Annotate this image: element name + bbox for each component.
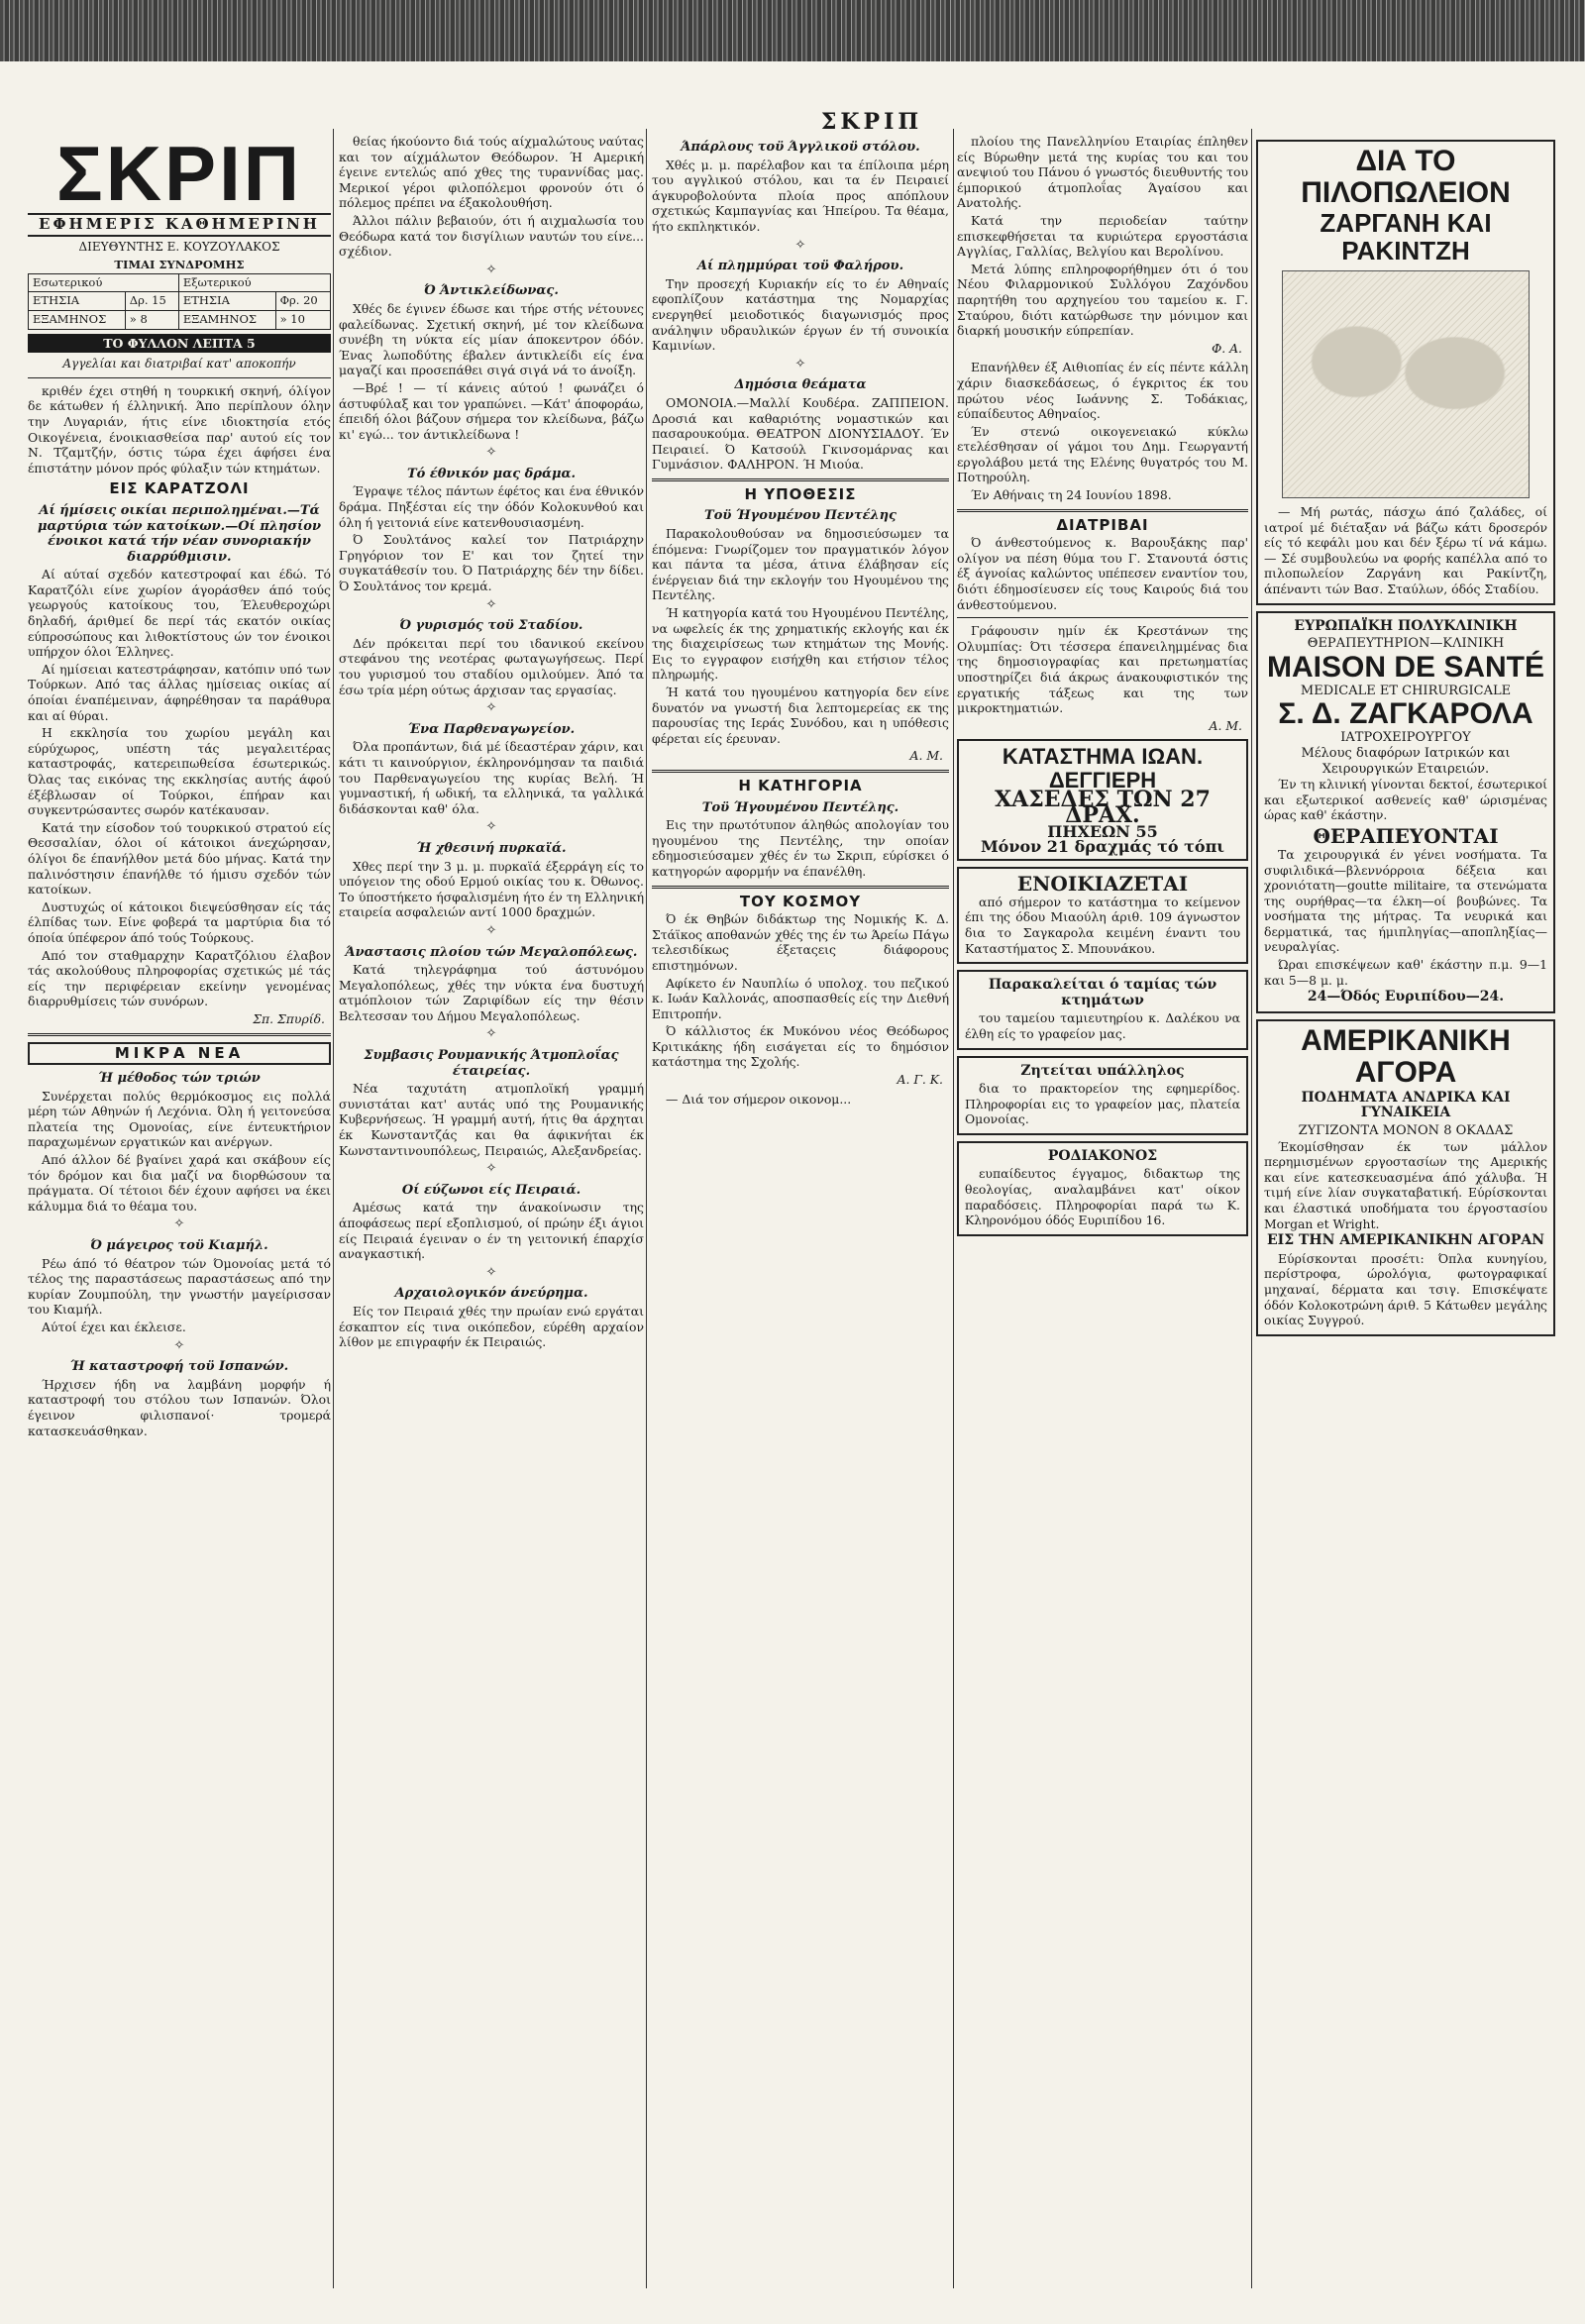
paragraph: Αμέσως κατά την άνακοίνωσιν της άποφάσεως περί εξοπλισμού, οί πρώην έξι άγιοι είς Πειραιά έγειναν ο έν τη γειτονική έπαρχίσ αναγκαστική. (339, 1200, 644, 1262)
paragraph: Αί αύταί σχεδόν κατεστροφαί και έδώ. Τό Καρατζόλι είνε χωρίον άγοράσθεν άπό τούς γεωργούς κατοίκους του, Έλευθεροχώρι δηλαδή, άριθμεί δε περί τάς εκατόν οικίας εύπροσώπους και λιθοκτίστους ών τον ένοικοι υπήρχον όλοι Έλληνες. (28, 567, 331, 660)
column-1 (28, 134, 331, 2283)
paragraph: — Διά τον σήμερον οικονομ... (666, 1091, 852, 1107)
paragraph: Νέα ταχυτάτη ατμοπλοϊκή γραμμή συνιστάται κατ' αυτάς υπό της Ρουμανικής Κυβερνήσεως. Ή γραμμή αυτή, ήτις θα άρχηται έκ Κωνσταντζάς και θα άφικνήται έκ Κωνσταντινουπόλεως, Πειραιώς, Αλεξανδρείας. (339, 1081, 644, 1158)
paragraph: Όλα προπάντων, διά μέ ίδεαστέραν χάριν, και κάτι τι καινούργιον, έκληρονόμησαν τα παιδιά του Παρθεναγωγείου της κυρίας Βελή. Ή γυμναστική, ή ωδική, τα ελληνικά, τα γαλλικά διδάσκονται καθ' όλα. (339, 739, 644, 816)
ad-subheading: ΘΕΡΑΠΕΥΤΗΡΙΟΝ—ΚΛΙΝΙΚΗ (1307, 636, 1505, 652)
paragraph: Ό Σουλτάνος καλεί τον Πατριάρχην Γρηγόριον τον Ε' και τον ζητεί την συγκατάθεσίν του. Ό Πατριάρχης δέν την δίδει. Ό Σουλτάνος τον κρεμά. (339, 532, 644, 594)
paragraph: Δέν πρόκειται περί του ιδανικού εκείνου στεφάνου της νεοτέρας φωταγωγήσεως. Περί του γυρισμού του σταδίου ομιλούμεν. Άπό τα έσω τρία μέρη ούτως άρχισαν τας εργασίας. (339, 635, 644, 697)
ad-footer-heading: ΕΙΣ ΤΗΝ ΑΜΕΡΙΚΑΝΙΚΗΝ ΑΓΟΡΑΝ (1266, 1232, 1545, 1249)
paragraph: Ό άνθεστούμενος κ. Βαρουξάκης παρ' ολίγον να πέση θύμα του Γ. Στανουτά όστις έξ άγνοίας καλώντος υπέπεσεν εναντίον του, διότι έδημοσίευσεν είς τους Καιρούς διά του άνθεστούμενου. (957, 535, 1248, 612)
prices-cell: » 8 (125, 310, 178, 329)
ad-text: — Μή ρωτάς, πάσχω άπό ζαλάδες, οί ιατροί μέ διέταξαν νά βάζω κάτι δροσερόν είς τό κεφάλι μου και δέν ξέρω τί νά κάμω. — Σέ συμβουλεύω να φορής καπέλλα από το πιλοπωλείον Ζαργάνη και Ρακίντζη, άπέναντι τών Βασ. Σταύλων, όδός Σταδίου. (1264, 504, 1547, 596)
subheading: Τοϋ Ήγουμένου Πεντέλης. (701, 799, 899, 815)
section-heading: ΕΙΣ ΚΑΡΑΤΖΟΛΙ (109, 479, 250, 498)
signature: Α. Μ. (1209, 717, 1242, 733)
ad-line: Μόνον 21 δραχμάς τό τόπι (980, 837, 1225, 857)
ad-text: Έκομίσθησαν έκ των μάλλον περημισμένων εργοστασίων της Αμερικής και είνε κατεσκευασμένα άπό χάλυβα. Ή τιμή είνε λίαν συγκαταβατική. Εύρίσκονται και έλαστικά υποδήματα του έργοστασίου Morgan et Wright. (1264, 1138, 1547, 1231)
ad-text: του ταμείου ταμιευτηρίου κ. Δαλέκου να έλθη είς το γραφείον μας. (965, 1010, 1240, 1041)
column-rule (1251, 129, 1252, 2288)
subheading: Ό Άντικλείδωνας. (424, 283, 559, 299)
paragraph: Ή κατά του ηγουμένου κατηγορία δεν είνε δυνατόν να γνωστή δια λεπτομερείας εκ της παρουσίας της Ιεράς Συνόδου, και η υπόθεσις φέρεται είς έρευναν. (652, 685, 949, 746)
ad-text: Έν τη κλινική γίνονται δεκτοί, έσωτερικοί και εξωτερικοί ασθενείς καθ' ώρισμένας ώρας καθ' έκάστην. (1264, 777, 1547, 823)
ad-title: ΑΜΕΡΙΚΑΝΙΚΗ ΑΓΟΡΑ (1301, 1023, 1511, 1089)
ad-treatments-heading: ΘΕΡΑΠΕΥΟΝΤΑΙ (1313, 823, 1499, 848)
subheading: Ή χθεσινή πυρκαϊά. (416, 840, 567, 856)
ad-heading: ΕΥΡΩΠΑΪΚΗ ΠΟΛΥΚΛΙΝΙΚΗ (1294, 617, 1518, 634)
ad-role: ΙΑΤΡΟΧΕΙΡΟΥΡΓΟΥ (1340, 730, 1471, 746)
section-heading: ΔΙΑΤΡΙΒΑΙ (1056, 515, 1149, 534)
paragraph: Συνέρχεται πολύς θερμόκοσμος εις πολλά μέρη τών Αθηνών ή Λεχόνια. Όλη ή γειτονεύσα πλατεία της Ομονοίας, είνε έντευκτήριον παραχωμένων εργατικών και ανέργων. (28, 1088, 331, 1150)
ad-text: Τα χειρουργικά έν γένει νοσήματα. Τα συφιλιδικά—βλεννόρροια δέξεια και χρονιότατη—goutte militaire, τα στενώματα της ουρήθρας—τα έλκη—οί βουβώνες. Τα νοσήματα της μήτρας. Τα νευρικά και δερματικά, τας ήμιπληγίας—αποπληξίας—νευραλγίας. (1264, 846, 1547, 955)
paragraph: Ρέω άπό τό θέατρον τών Όμονοίας μετά τό τέλος της παραστάσεως παραστάσεως από την κυρίαν Ζουμπούλη, την γνωστήν μαγείρισσαν του Κιαμήλ. (28, 1255, 331, 1318)
ad-title: ΡΟΔΙΑΚΟΝΟΣ (1047, 1147, 1158, 1164)
ad-title: MAISON DE SANTÉ (1266, 650, 1545, 684)
subheading: Τοϋ Ήγουμένου Πεντέλης (704, 508, 897, 524)
star-separator-icon: ✧ (173, 1216, 185, 1232)
paragraph: Ήρχισεν ήδη να λαμβάνη μορφήν ή καταστροφή του στόλου των Ισπανών. Όλοι έγεινον φιλισπανοί· τρομερά κατασκευάσθηκαν. (28, 1376, 331, 1438)
column-rule (953, 129, 954, 2288)
star-separator-icon: ✧ (485, 262, 497, 277)
prices-foreign-header: Εξωτερικού (178, 273, 330, 292)
ad-price-note: ΖΥΓΙΖΟΝΤΑ ΜΟΝΟΝ 8 ΟΚΑΔΑΣ (1298, 1123, 1514, 1139)
signature: Φ. Α. (1212, 340, 1242, 356)
paragraph: Δυστυχώς οί κάτοικοι διεψεύσθησαν είς τάς έλπίδας των. Είνε φοβερά τα μαρτύρια δια τό όποία ύπέφερον άπό τούς Τούρκους. (28, 898, 331, 945)
paragraph: Η εκκλησία του χωρίου μεγάλη και εύρύχωρος, υπέστη τάς μεγαλειτέρας καταστροφάς, κατερειπωθείσα έσωτερικώς. Όλας τας εικόνας της εκκλησίας αυτής άφού έξέβλωσαν οί Τούρκοι, έπήραν και συγκεντρώσαντες σωρόν κατέκαυσαν. (28, 725, 331, 818)
paragraph: ΟΜΟΝΟΙΑ.—Μαλλί Κουδέρα. ΖΑΠΠΕΙΟΝ. Δροσιά και καθαριότης νομαστικών και πασαρουκούμα. ΘΕΑΤΡΟΝ ΔΙΟΝΥΣΙΑΔΟΥ. Έν Πειραιεί. Ό Κατσούλ Γκινσομάρνας και Γυμνάσιον. ΦΑΛΗΡΟΝ. Ή Μιούα. (652, 394, 949, 473)
column-2 (339, 134, 644, 2283)
star-separator-icon: ✧ (485, 700, 497, 716)
subheading: Οί εύζωνοι είς Πειραιά. (401, 1182, 581, 1198)
masthead-title: ΣΚΡΙΠ (55, 134, 303, 217)
paragraph: Αφίκετο έν Ναυπλίω ό υπολοχ. του πεζικού κ. Ιωάν Καλλονάς, αποσπασθείς είς την Διεθνή Επιτροπήν. (652, 975, 949, 1021)
signature: Α. Γ. Κ. (897, 1072, 943, 1088)
ad-title: Παρακαλείται ό ταμίας τών κτημάτων (988, 977, 1217, 1008)
ad-text: Εύρίσκονται προσέτι: Όπλα κυνηγίου, περίστροφα, ώρολόγια, φωτογραφικαί μηχαναί, δέρματα και τσιγ. Επισκέψατε όδόν Κολοκοτρώνη άριθ. 5 Κάτωθεν μεγάλης οικίας Συγγρού. (1264, 1250, 1547, 1328)
subheading: Ό γυρισμός τοϋ Σταδίου. (399, 618, 583, 634)
star-separator-icon: ✧ (485, 1161, 497, 1177)
ad-price-line: ΧΑΣΕΔΕΣ ΤΩΝ 27 ΔΡΑΧ. (995, 787, 1211, 828)
star-separator-icon: ✧ (485, 445, 497, 461)
paragraph: Κατά την είσοδον τού τουρκικού στρατού είς Θεσσαλίαν, όλοι οί κάτοικοι άνεχώρησαν, όλίγοι δε έπανήλθον μετά δύο μήνας. Κατά την παλινόστησιν έπανήλθε τό ήμισυ σχεδόν τών κατοίκων. (28, 819, 331, 898)
paragraph: Έγραψε τέλος πάντων έφέτος και ένα έθνικόν δράμα. Πηξέσται είς την όδόν Κολοκυνθού και όλη ή γειτονιά είνε κατενθουσιασμένη. (339, 483, 644, 530)
paragraph: Εις την πρωτότυπον άληθώς απολογίαν του ηγουμένου της Πεντέλης, την οποίαν εδημοσιεύσαμεν χθές έν τω Σκριπ, εύρίσκει ό κατηγορών αφορμήν να έπανέλθη. (652, 817, 949, 879)
prices-domestic-header: Εσωτερικού (29, 273, 179, 292)
star-separator-icon: ✧ (485, 1264, 497, 1280)
star-separator-icon: ✧ (173, 1337, 185, 1353)
paragraph: Έν Αθήναις τη 24 Ιουνίου 1898. (971, 487, 1172, 503)
hat-shop-illustration (1282, 270, 1530, 498)
paragraph: Χθές μ. μ. παρέλαβον και τα έπίλοιπα μέρη του αγγλικού στόλου, και τα έν Πειραιεί άγκυροβολούντα πλοία προς απόπλουν σχετικώς Καμπαγνίας και Ήπείρου. Τα θέαμα, ήτο εκπληκτικόν. (652, 157, 949, 234)
paragraph: Παρακολουθούσαν να δημοσιεύσωμεν τα έπόμενα: Γνωρίζομεν τον πραγματικόν λόγον και πάντα τα μέσα, άτινα έλάβησαν είς ένέργειαν διά την εκλογήν του Ηγουμένου της Πεντέλης. (652, 526, 949, 603)
subheading: Ή μέθοδος τών τριών (98, 1071, 261, 1087)
subheading: Συμβασις Ρουμανικής Άτμοπλοΐας έταιρείας. (364, 1048, 619, 1079)
advertisement-rent (957, 867, 1248, 964)
section-heading-mikra-nea: ΜΙΚΡΑ ΝΕΑ (28, 1042, 331, 1066)
ad-text: δια το πρακτορείον της εφημερίδος. Πληροφορίαι εις το γραφείον μας, πλατεία Ομονοίας. (965, 1081, 1240, 1127)
advertisement-deacon (957, 1141, 1248, 1236)
star-separator-icon: ✧ (485, 1026, 497, 1042)
running-head: ΣΚΡΙΠ (820, 109, 923, 135)
paragraph: Χθες περί την 3 μ. μ. πυρκαϊά έξερράγη είς το υπόγειον της οδού Ερμού οικίας του κ. Όθωνος. Το ύποστήκετο ήσφαλισμένη ήτο έν τη Ελληνική εταιρεία ασφαλειών αντί 1000 δραχμών. (339, 858, 644, 920)
column-3 (652, 134, 949, 2283)
ad-title: Ζητείται υπάλληλος (1020, 1062, 1185, 1079)
signature: Σπ. Σπυρίδ. (253, 1010, 325, 1026)
column-5 (1256, 134, 1555, 2283)
ad-line: ΠΗΧΕΩΝ 55 (1047, 821, 1158, 841)
prices-cell: Δρ. 15 (125, 292, 178, 311)
paragraph: πλοίου της Πανελληνίου Εταιρίας έπληθεν είς Βύρωθην μετά της κυρίας του και του ανεψιού του Πάνου ό γνωστός διευθυντής του έμπορικού άτμοπλοΐας Άγαίσου και Ανατολής. (957, 134, 1248, 211)
subheading: Αί ήμίσεις οικίαι περιπολημέναι.—Τά μαρτύρια τών κατοίκων.—Οί πλησίον ένοικοι κατά τήν νέαν συνοριακήν διαρρύθμισιν. (38, 502, 321, 565)
paragraph: Από τον σταθμαρχην Καρατζόλιου έλαβον τάς ακολούθους πληροφορίας σχετικώς μέ τάς είς την περιφέρειαν εκείνην γενομένας διαρρυθμίσεις τών συνόρων. (28, 947, 331, 1009)
ad-text: από σήμερον το κατάστημα το κείμενον έπι της όδου Μιαούλη άριθ. 109 άγνωστον δια το Σαγκαρολα κειμένη έναντι του Καταστήματος Σ. Μπουνάκου. (965, 894, 1240, 956)
subheading: Αί πλημμύραι τοϋ Φαλήρου. (696, 259, 904, 274)
ad-meta: Μέλους διαφόρων Ιατρικών και Χειρουργικών Εταιρειών. (1301, 745, 1511, 777)
subheading: Άναστασις πλοίου τών Μεγαλοπόλεως. (345, 944, 638, 960)
subheading: Ό μάγειρος τοϋ Κιαμήλ. (90, 1238, 268, 1254)
masthead-director: ΔΙΕΥΘΥΝΤΗΣ Ε. ΚΟΥΖΟΥΛΑΚΟΣ (78, 239, 280, 254)
advertisement-dengieri (957, 739, 1248, 860)
ad-subheading: ΠΟΔΗΜΑΤΑ ΑΝΔΡΙΚΑ ΚΑΙ ΓΥΝΑΙΚΕΙΑ (1301, 1089, 1511, 1121)
paragraph: Κατά τηλεγράφημα τού άστυνόμου Μεγαλοπόλεως, χθές την νύκτα ένα δυστυχή ατμόπλοιον τών Ζαριφίδων είς την θέσιν Βελτεσσαν του Δήμου Μεγαλοπόλεως. (339, 962, 644, 1023)
paragraph: Κατά την περιοδείαν ταύτην επισκεφθήσεται τα κυριώτερα εργοστάσια Αγγλίας, Γαλλίας, Βελγίου και Βερολίνου. (957, 212, 1248, 260)
paragraph: Επανήλθεν έξ Αιθιοπίας έν είς πέντε κάλλη χάριν διασκεδάσεως, ό έγκριτος έκ του πρώτου νέος Ιωάννης Σ. Τοδάκιας, εύπαίδευτος Αθηναίος. (957, 360, 1248, 422)
paragraph: Την προσεχή Κυριακήν είς το έν Αθηναίς εφοπλίζουν κατάστημα της Νομαρχίας ενεργηθεί μειοδοτικός διαγωνισμός προς ανάληψιν υδραυλικών έργων έν τή συνοικία Καμινίων. (652, 275, 949, 354)
masthead-subtitle: ΕΦΗΜΕΡΙΣ ΚΑΘΗΜΕΡΙΝΗ (28, 213, 331, 237)
paragraph: Ό κάλλιστος έκ Μυκόνου νέος Θεόδωρος Κριτικάκης ήδη εισάγεται είς το δημόσιον κατάστημα της Σχολής. (652, 1023, 949, 1070)
paragraph: Άλλοι πάλιν βεβαιούν, ότι ή αιχμαλωσία του Θεόδωρα κατά τον δισγίλιων ναυτών του είνε... σχέδιον. (339, 212, 644, 260)
paragraph: Είς τον Πειραιά χθές την πρωίαν ενώ εργάται έσκαπτον είς τινα οικόπεδον, εύρέθη αρχαίον λίθον με επιγραφήν έκ Πειραιώς. (339, 1303, 644, 1350)
leaf-price-bar: ΤΟ ΦΥΛΛΟΝ ΛΕΠΤΑ 5 (28, 334, 331, 354)
scan-edge-bar (0, 0, 1585, 61)
section-heading: Η ΥΠΟΘΕΣΙΣ (744, 484, 857, 503)
paragraph: Αύτοί έχει και έκλεισε. (42, 1320, 186, 1334)
masthead-notices: Αγγελίαι και διατριβαί κατ' αποκοπήν (62, 357, 296, 371)
paragraph: Ή κατηγορία κατά του Ηγουμένου Πεντέλης, να ωφελείς έκ της χρηματικής εκλογής και έκ της διαχειρίσεως των κτημάτων της Μονής. Εις το εγγραφον εισήχθη και ετήσιον τέλος πληρωμής. (652, 605, 949, 683)
ad-doctor-name: Σ. Δ. ΖΑΓΚΑΡΟΛΑ (1278, 697, 1533, 731)
star-separator-icon: ✧ (794, 356, 806, 371)
column-rule (333, 129, 334, 2288)
section-heading: ΤΟΥ ΚΟΣΜΟΥ (739, 892, 862, 910)
ad-text: Ώραι επισκέψεων καθ' έκάστην π.μ. 9—1 και 5—8 μ. μ. (1264, 957, 1547, 988)
star-separator-icon: ✧ (485, 922, 497, 938)
prices-cell: Φρ. 20 (275, 292, 330, 311)
prices-row-label: ΕΞΑΜΗΝΟΣ (178, 310, 275, 329)
advertisement-american-market (1256, 1019, 1555, 1336)
advertisement-hat-shop (1256, 140, 1555, 605)
ad-subheading: MEDICALE ET CHIRURGICALE (1300, 683, 1512, 698)
paragraph: κριθέν έχει στηθή η τουρκική σκηνή, όλίγον δε κάτωθεν ή έλληνική. Άπο περίπλουν όλην την Λυγαριάν, ήτις είνε ιδιοκτησία ετός Οικογένεια, ένοικιασθείσα παρ' αυτού είς τον Ν. Τζαμτζήν, όστις τώρα έχει άφήσει ένα έπιστάτην μόνον πρός φύλαξιν τών κτημάτων. (28, 382, 331, 475)
ad-text: ευπαίδευτος έγγαμος, διδακτωρ της θεολογίας, αναλαμβάνει κατ' οίκον παραδόσεις. Πληροφορίαι παρά τω Κ. Κληρονόμου όδός Ευριπίδου 16. (965, 1166, 1240, 1228)
advertisement-notice (957, 970, 1248, 1049)
ad-title: ΔΙΑ ΤΟ ΠΙΛΟΠΩΛΕΙΟΝ (1301, 145, 1511, 209)
paragraph: Χθές δε έγινεν έδωσε και τήρε στής νέτουνες φαλείδωνας. Σχετική σκηνή, μέ τον κλείδωνα συνέβη τη νύκτα είς μίαν άποκεντρον όδόν. Ένας λωποδύτης έβαλεν άντικλείδι είς ένα μαγαζί και προσεπάθει σιγά σιγά νά το άνοίξη. (339, 300, 644, 378)
paragraph: Ό έκ Θηβών διδάκτωρ της Νομικής Κ. Δ. Στάϊκος αποθανών χθές της έν τω Άρείω Πάγω τελεσιδίκως έξεταςεις διάφορους επιστημόνων. (652, 911, 949, 973)
paragraph: —Βρέ ! — τί κάνεις αύτού ! φωνάζει ό άστυφύλαξ και τον γραπώνει. —Κάτ' άποφοράω, έπειδή όλοι βάζουν σήμερα τον κλείδωνα, βάζω κι' εγώ... τον άντικλείδωνα ! (339, 379, 644, 442)
subscription-prices-table (28, 273, 331, 330)
subheading: Άπάρλους τοϋ Άγγλικοϋ στόλου. (681, 140, 920, 155)
prices-row-label: ΕΤΗΣΙΑ (178, 292, 275, 311)
star-separator-icon: ✧ (485, 819, 497, 835)
ad-title: ΕΝΟΙΚΙΑΖΕΤΑΙ (1016, 871, 1189, 896)
subheading: Ένα Παρθεναγωγείον. (407, 721, 576, 737)
advertisement-polyclinic (1256, 611, 1555, 1013)
prices-row-label: ΕΞΑΜΗΝΟΣ (29, 310, 126, 329)
paragraph: Αί ημίσειαι κατεστράφησαν, κατόπιν υπό των Τούρκων. Από τας άλλας ημίσειας οικίας αί όποίαι έναπέμειναν, άφηρέθησαν τα παράθυρα και αί θύραι. (28, 661, 331, 723)
ad-title: ΖΑΡΓΑΝΗ ΚΑΙ ΡΑΚΙΝΤΖΗ (1320, 208, 1492, 265)
paragraph: Από άλλον δέ βγαίνει χαρά και σκάβουν είς τόν δρόμον και δια μαζί να διορθώσουν τα πράγματα. Οί τέτοιοι δέν έχουν αφήσει να έκει κάλυμμα διά το θέαμα του. (28, 1152, 331, 1214)
ad-title: ΚΑΤΑΣΤΗΜΑ ΙΩΑΝ. ΔΕΓΓΙΕΡΗ (1002, 744, 1204, 793)
subheading: Τό έθνικόν μας δράμα. (406, 466, 577, 481)
paragraph: Έν στενώ οικογενειακώ κύκλω ετελέσθησαν οί γάμοι του Δημ. Γεωργαντή εργολάβου μετά της Ελένης θυγατρός του Μ. Ποτηρούλη. (957, 423, 1248, 485)
advertisement-employee (957, 1056, 1248, 1135)
column-rule (646, 129, 647, 2288)
subheading: Ή καταστροφή τοϋ Ισπανών. (69, 1359, 289, 1375)
paragraph: Γράφουσιν ημίν έκ Κρεστάνων της Ολυμπίας: Ότι τέσσερα έπανειλημμένας δια της δημοσιογραφίας και πρετωηματίας υποστηρίζει διά άκρως άνακουφιστικόν της εργατικής τάξεως και της των μικροκτηματιών. (957, 623, 1248, 716)
prices-title: ΤΙΜΑΙ ΣΥΝΔΡΟΜΗΣ (114, 258, 245, 272)
section-heading: Η ΚΑΤΗΓΟΡΙΑ (738, 776, 863, 794)
paragraph: Μετά λύπης επληροφορήθημεν ότι ό του Νέου Φιλαρμονικού Συλλόγου Ζαχόνδου παρητήθη του αρχηγείου του ταμείου κ. Γ. Σταύρου, διότι κατώρθωσε την μόνιμον και διαρκή μουσικήν εύπρεπίαν. (957, 261, 1248, 339)
paragraph: θείας ήκούοντο διά τούς αίχμαλώτους ναύτας και τον αίχμάλωτον Θεόδωρον. Ή Αμερική έγεινε εντελώς από χθες της τυραννίδας μας. Μερικοί γέροι φιλοπόλεμοι φρονούν ότι ό πόλεμος πρέπει να έξακολουθήση. (339, 134, 644, 211)
column-4 (957, 134, 1248, 2283)
prices-row-label: ΕΤΗΣΙΑ (29, 292, 126, 311)
subheading: Αρχαιολογικόν άνεύρημα. (394, 1286, 588, 1302)
prices-cell: » 10 (275, 310, 330, 329)
ad-address: 24—Όδός Ευριπίδου—24. (1307, 989, 1505, 1005)
star-separator-icon: ✧ (485, 596, 497, 612)
signature: Α. Μ. (909, 748, 943, 764)
subheading: Δημόσια θεάματα (734, 377, 867, 393)
star-separator-icon: ✧ (794, 237, 806, 253)
